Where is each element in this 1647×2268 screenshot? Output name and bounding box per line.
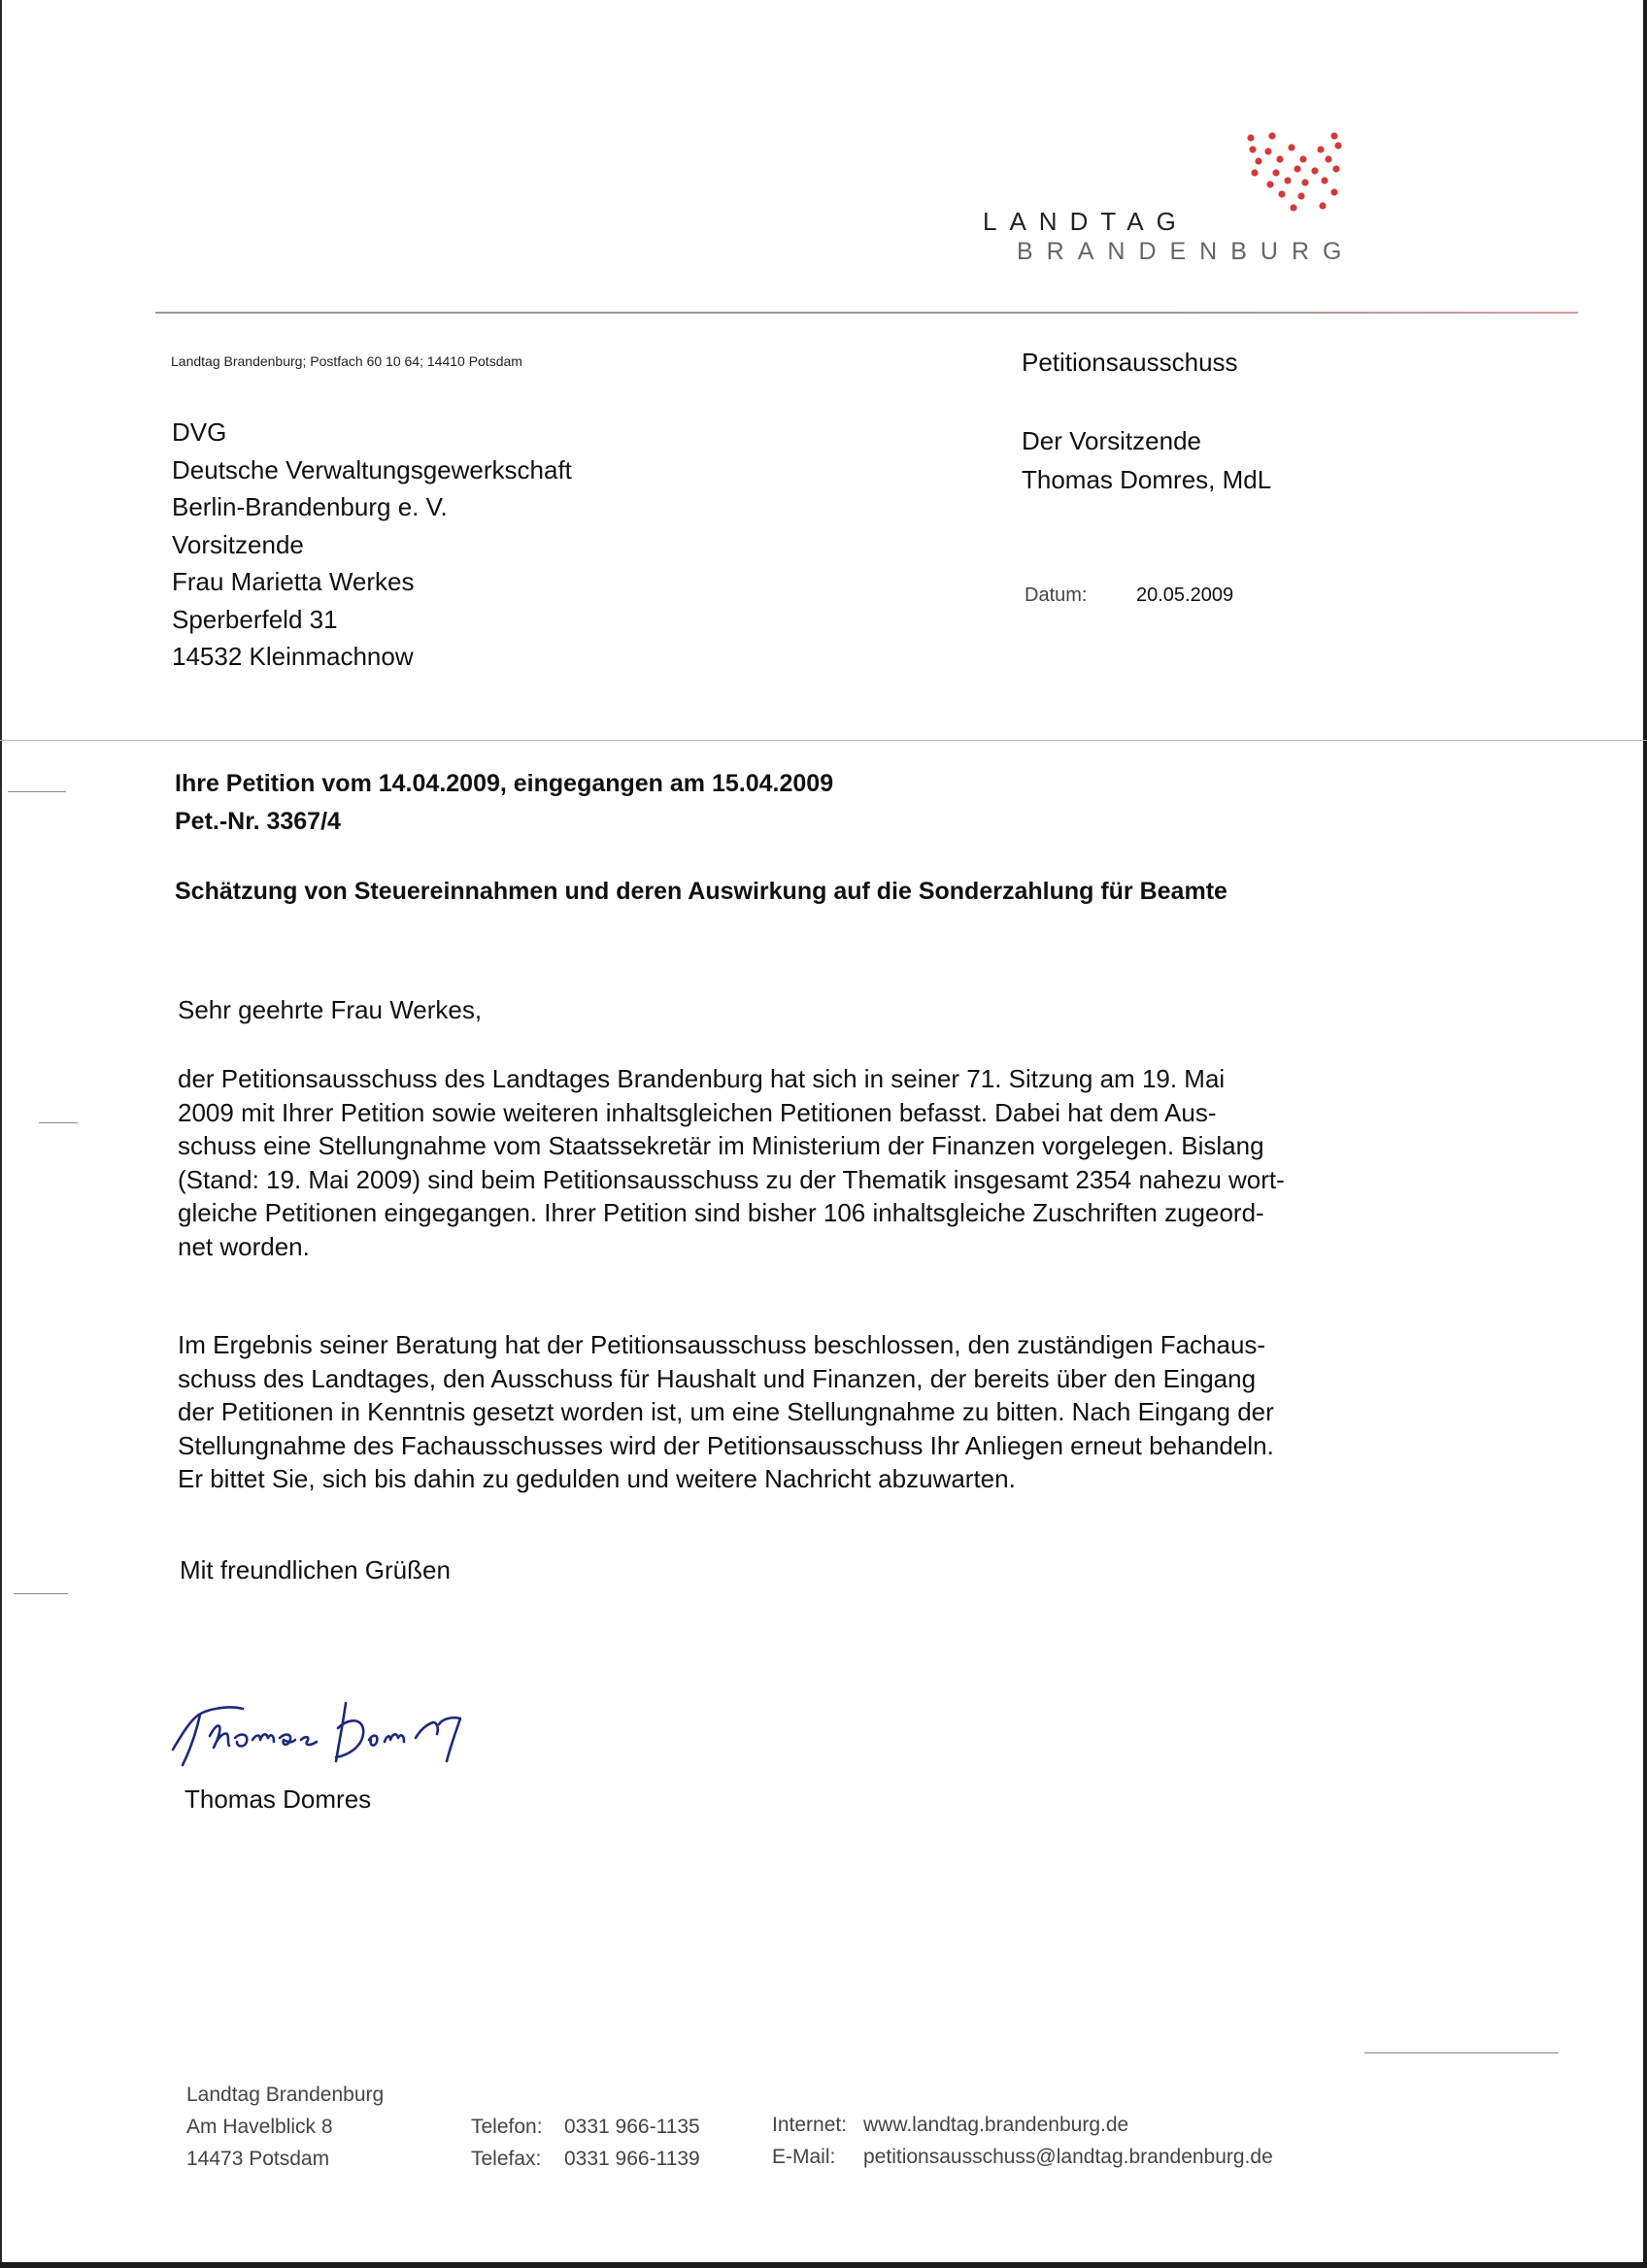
margin-mark	[14, 1593, 68, 1594]
address-line: Frau Marietta Werkes	[172, 567, 415, 596]
logo-line-brandenburg: BRANDENBURG	[1017, 238, 1356, 265]
email-label: E-Mail:	[772, 2146, 836, 2168]
phone-label: Telefon:	[471, 2116, 543, 2138]
fax-label: Telefax:	[471, 2148, 542, 2170]
footer-address	[186, 2079, 384, 2175]
address-line: DVG	[172, 417, 227, 447]
body-line: net worden.	[178, 1231, 310, 1261]
sender-line: Landtag Brandenburg; Postfach 60 10 64; 14410 Potsdam	[171, 353, 522, 369]
body-line: Im Ergebnis seiner Beratung hat der Petitionsausschuss beschlossen, den zuständigen Fachaus-	[178, 1330, 1266, 1359]
body-paragraph-2	[178, 1328, 1382, 1496]
footer-address-line: Am Havelblick 8	[186, 2116, 333, 2138]
body-line: schuss des Landtages, den Ausschuss für Haushalt und Finanzen, der bereits über den Eingang	[178, 1363, 1257, 1393]
subject-number: Pet.-Nr. 3367/4	[175, 808, 341, 835]
footer-phone-block	[471, 2111, 700, 2175]
body-line: (Stand: 19. Mai 2009) sind beim Petitionsausschuss zu der Thematik insgesamt 2354 nahezu wort-	[178, 1164, 1285, 1194]
scan-edge-right	[1643, 0, 1647, 2268]
subject-petition: Ihre Petition vom 14.04.2009, eingegangen am 15.04.2009	[175, 770, 834, 797]
signer-name: Thomas Domres	[185, 1784, 372, 1814]
body-line: schuss eine Stellungnahme vom Staatssekretär im Ministerium der Finanzen vorgelegen. Bislang	[178, 1131, 1264, 1160]
scan-edge-bottom	[0, 2262, 1647, 2268]
address-line: Vorsitzende	[172, 529, 304, 559]
committee-name: Petitionsausschuss	[1022, 348, 1238, 377]
chair-block	[1022, 421, 1271, 499]
footer-address-line: 14473 Potsdam	[186, 2148, 330, 2170]
phone-number: 0331 966-1135	[564, 2116, 700, 2138]
margin-mark	[39, 1122, 78, 1123]
header-rule	[155, 312, 1578, 314]
address-line: Berlin-Brandenburg e. V.	[172, 492, 448, 521]
chair-name: Thomas Domres, MdL	[1022, 465, 1272, 494]
internet-label: Internet:	[772, 2114, 848, 2136]
footer-rule	[1364, 2052, 1559, 2053]
email-link[interactable]: petitionsausschuss@landtag.brandenburg.de	[863, 2146, 1273, 2168]
address-line: Deutsche Verwaltungsgewerkschaft	[172, 454, 572, 484]
body-line: Stellungnahme des Fachausschusses wird der Petitionsausschuss Ihr Anliegen erneut behandeln.	[178, 1430, 1274, 1460]
scan-edge-left	[0, 0, 2, 2268]
internet-link[interactable]: www.landtag.brandenburg.de	[863, 2114, 1129, 2136]
fax-number: 0331 966-1139	[564, 2148, 700, 2170]
handwritten-signature	[165, 1689, 495, 1777]
landtag-logo-dots-icon	[1243, 130, 1350, 217]
recipient-address	[172, 414, 572, 676]
salutation: Sehr geehrte Frau Werkes,	[178, 995, 483, 1024]
date-value: 20.05.2009	[1136, 584, 1234, 606]
margin-mark	[8, 791, 66, 792]
fold-line	[0, 740, 1647, 741]
letter-topic: Schätzung von Steuereinnahmen und deren Auswirkung auf die Sonderzahlung für Beamte	[175, 878, 1227, 905]
footer-address-line: Landtag Brandenburg	[186, 2084, 385, 2106]
body-line: Er bittet Sie, sich bis dahin zu gedulden und weitere Nachricht abzuwarten.	[178, 1464, 1016, 1493]
body-line: 2009 mit Ihrer Petition sowie weiteren inhaltsgleichen Petitionen befasst. Dabei hat dem Aus-	[178, 1097, 1217, 1127]
body-line: gleiche Petitionen eingegangen. Ihrer Petition sind bisher 106 inhaltsgleiche Zuschriften zugeord-	[178, 1198, 1264, 1227]
logo-line-landtag: LANDTAG	[983, 207, 1189, 236]
body-paragraph-1	[178, 1062, 1382, 1263]
address-line: Sperberfeld 31	[172, 604, 338, 634]
chair-title: Der Vorsitzende	[1022, 426, 1201, 455]
footer-web-block	[772, 2109, 1273, 2173]
closing: Mit freundlichen Grüßen	[180, 1555, 451, 1584]
body-line: der Petitionsausschuss des Landtages Brandenburg hat sich in seiner 71. Sitzung am 19. Mai	[178, 1064, 1226, 1093]
date-label: Datum:	[1025, 584, 1088, 606]
subject-block	[175, 765, 833, 841]
address-line: 14532 Kleinmachnow	[172, 642, 414, 671]
body-line: der Petitionen in Kenntnis gesetzt worden ist, um eine Stellungnahme zu bitten. Nach Eingang der	[178, 1397, 1274, 1426]
